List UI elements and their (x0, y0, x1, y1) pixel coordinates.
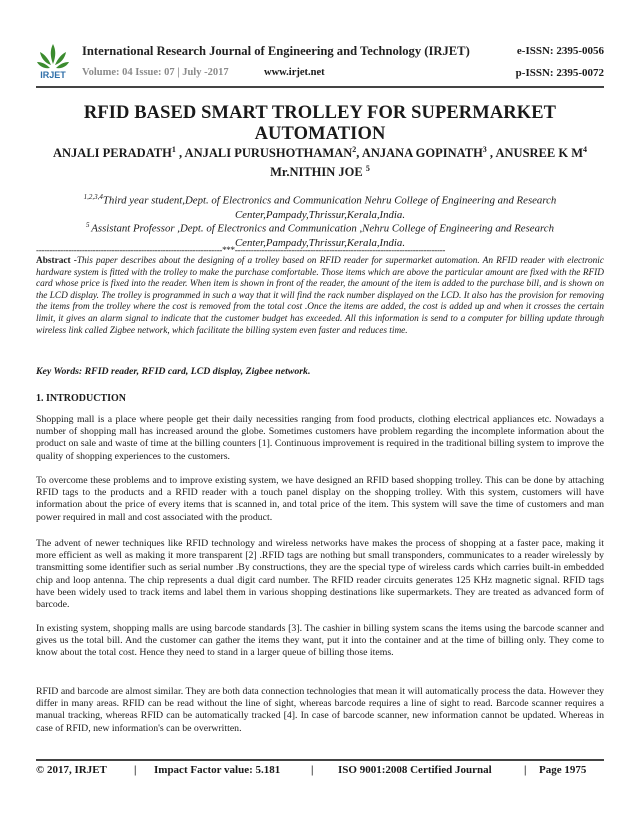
header-rule (36, 86, 604, 88)
footer-copyright: © 2017, IRJET (36, 764, 107, 776)
footer-rule (36, 759, 604, 761)
journal-website[interactable]: www.irjet.net (264, 67, 325, 78)
author-4-sup: 4 (583, 145, 587, 154)
author-3: , ANJANA GOPINATH (356, 146, 483, 161)
footer-separator: | (134, 764, 137, 776)
affiliation-students (36, 190, 604, 222)
footer-separator: | (524, 764, 527, 776)
affiliation-professor-sup: 5 (86, 221, 92, 229)
footer-impact-factor: Impact Factor value: 5.181 (154, 764, 281, 776)
author-5: Mr.NITHIN JOE (270, 165, 366, 180)
affiliation-professor-text: Assistant Professor ,Dept. of Electronics and Communication ,Nehru College of Engineering and Research Center,Pampady,Thrissur,Kerala,India. (91, 222, 554, 249)
irjet-logo (36, 42, 70, 82)
journal-title: International Research Journal of Engineering and Technology (IRJET) (82, 44, 470, 58)
abstract-text: This paper describes about the designing of a trolley based on RFID reader for supermarket automation. An RFID reader with electronic hardware system is fitted with the trolley to make the purchase comfortable. Those items which are above the particular amount are fixed with the RFID card whose price is fixed into the reader. When item is shown in front of the reader, the amount of the item is added to the purchase bill, and is shown on the LCD display. The trolley is programmed in such a way that it will find the rack number displayed on the LCD. It also has the provision for removing the items from the trolley where the cost is removed from the total cost .Once the items are added, the cost is added up and when it crosses the certain limit, it gives an alarm signal to indicate that the customer budget has exceeded. All this information is send to a computer for billing update through wireless link called Zigbee network, which facilitate the billing system even faster and reduces time. (36, 256, 604, 336)
intro-paragraph-3: The advent of newer techniques like RFID technology and wireless networks have makes the process of shopping at a faster pace, making it more efficient as well as making it more transparent [2] .RFID tags are nothing but small transponders, communicates to a reader wirelessly by transmitting some identifier such as serial number .By constructions, they are the special type of wireless cards which carries built-in embedded chip and loop antenna. The chip represents a dual digit card number. The RFID reader circuits generates 125 KHz magnetic signal. RFID tags have been widely used to track items and label them in various shopping destinations like supermarkets. They are treated as advanced form of barcode. (36, 538, 604, 611)
affiliation-students-text: Third year student,Dept. of Electronics and Communication Nehru College of Engineering and Research Center,Pampady,Thrissur,Kerala,India. (102, 194, 557, 221)
intro-paragraph-1: Shopping mall is a place where people get their daily necessities ranging from food products, clothing electrical appliances etc. Nowadays a number of shopping mall has increased around the globe. Sometimes customers have problem regarding the incomplete information about the product on sale and waste of time at the billing counters [1]. Continuous improvement is required in the traditional billing system to improve the quality of shopping experiences to the customers. (36, 414, 604, 462)
author-2: , ANJALI PURUSHOTHAMAN (175, 146, 353, 161)
intro-paragraph-2: To overcome these problems and to improve existing system, we have designed an RFID based shopping trolley. This can be done by attaching RFID tags to the products and a RFID reader with a touch panel display on the shopping trolley. With this system, customers will have information about the price of every items that is scanned in, and total price of the item. This system will save the time of customers and man power required in mall and cost associated with the product. (36, 475, 604, 523)
abstract (36, 256, 604, 337)
intro-paragraph-4: In existing system, shopping malls are using barcode standards [3]. The cashier in billing system scans the items using the barcode scanner and gives us the total bill. And the customer can gather the items they want, put it into the container and at the time of billing only. They come to know about the total cost. Hence they need to stand in a larger queue of billing those items. (36, 623, 604, 659)
author-2-sup: 2 (352, 145, 357, 154)
abstract-label: Abstract - (36, 256, 77, 266)
keywords: Key Words: RFID reader, RFID card, LCD display, Zigbee network. (36, 366, 311, 377)
paper-title: RFID BASED SMART TROLLEY FOR SUPERMARKET AUTOMATION (83, 103, 557, 144)
logo-text: IRJET (40, 70, 66, 80)
section-divider: ---------------------------------------------------------------------***------------------------------------------------------------------------------ (36, 245, 446, 255)
journal-header (36, 42, 604, 84)
author-1-sup: 1 (171, 145, 176, 154)
affiliation-students-sup: 1,2,3,4 (83, 193, 103, 201)
author-1: ANJALI PERADATH (53, 146, 172, 161)
footer-page-number: Page 1975 (539, 764, 587, 776)
footer-iso: ISO 9001:2008 Certified Journal (338, 764, 492, 776)
page-footer (36, 764, 604, 780)
eissn: e-ISSN: 2395-0056 (516, 45, 604, 57)
pissn: p-ISSN: 2395-0072 (515, 67, 604, 79)
intro-paragraph-5: RFID and barcode are almost similar. They are both data connection technologies that mean it will automatically process the data. However they differ in many areas. RFID can be read without the line of sight, whereas barcode requires a line of sight to read. Barcode scanner requires a manual tracking, whereas RFID can be automatically tracked [4]. In case of barcode scanner, new information cannot be updated. Whereas in case of RFID, new information's can be overwritten. (36, 686, 604, 734)
volume-issue: Volume: 04 Issue: 07 | July -2017 (82, 67, 229, 78)
author-5-sup: 5 (365, 164, 370, 174)
section-heading: 1. INTRODUCTION (36, 393, 127, 404)
author-list (36, 142, 604, 180)
author-4: , ANUSREE K M (486, 146, 583, 161)
author-3-sup: 3 (482, 145, 487, 154)
footer-separator: | (311, 764, 314, 776)
